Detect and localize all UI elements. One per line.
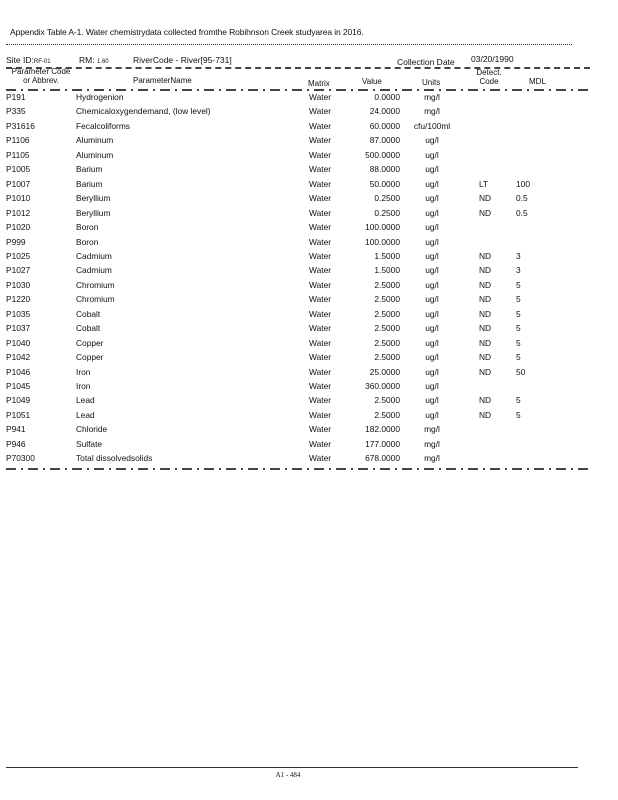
header-bottom-rule [6,89,590,91]
cell-mdl: 5 [516,337,521,348]
cell-units: mg/l [424,453,440,464]
cell-value: 177.0000 [365,438,400,449]
cell-mdl: 0.5 [516,193,528,204]
cell-code: P1027 [6,265,31,276]
cell-code: P1007 [6,178,31,189]
cell-units: ug/l [425,323,439,334]
cell-value: 1.5000 [374,250,400,261]
header-matrix: Matrix [308,79,330,88]
cell-matrix: Water [309,453,332,464]
cell-name: Hydrogenion [76,92,124,102]
cell-value: 25.0000 [369,366,400,377]
cell-name: Iron [76,381,91,391]
cell-units: ug/l [425,381,439,391]
cell-units: ug/l [425,409,439,420]
table-row [0,352,618,367]
cell-detect: ND [479,366,492,377]
cell-code: P1030 [6,279,31,290]
cell-code: P335 [6,106,26,117]
cell-value: 60.0000 [369,120,400,131]
cell-mdl: 5 [516,308,521,319]
cell-detect: ND [479,352,492,363]
cell-matrix: Water [309,366,332,377]
cell-units: ug/l [425,250,439,261]
cell-matrix: Water [309,395,332,406]
rm-value: 1.60 [96,59,109,65]
cell-name: Beryllium [76,193,111,204]
cell-mdl: 0.5 [516,207,528,218]
cell-code: P31616 [6,120,35,131]
cell-matrix: Water [309,294,332,305]
table-row [0,338,618,353]
header-detect-line2: Code [479,77,499,86]
header-mdl: MDL [529,77,546,86]
table-row [0,410,618,425]
cell-mdl: 5 [516,323,521,334]
table-row [0,294,618,309]
cell-name: Barium [76,178,103,189]
cell-value: 24.0000 [369,106,400,117]
cell-units: ug/l [425,265,439,276]
cell-name: Chromium [76,279,115,290]
cell-matrix: Water [309,149,332,160]
cell-units: ug/l [425,178,439,189]
cell-code: P1042 [6,352,31,363]
cell-name: Aluminum [76,135,114,146]
cell-matrix: Water [309,164,332,175]
cell-units: mg/l [424,92,440,102]
cell-name: Chemicaloxygendemand, (low level) [76,106,211,117]
cell-mdl: 5 [516,294,521,305]
cell-name: Barium [76,164,103,175]
cell-name: Boron [76,236,99,247]
cell-value: 100.0000 [365,236,400,247]
cell-units: ug/l [425,294,439,305]
cell-code: P1051 [6,409,31,420]
cell-mdl: 5 [516,395,521,406]
cell-name: Copper [76,337,104,348]
cell-value: 2.5000 [374,294,400,305]
cell-name: Lead [76,409,95,420]
page-number: A1 - 484 [275,771,301,779]
cell-name: Cadmium [76,265,112,276]
cell-name: Beryllium [76,207,111,218]
table-row [0,106,618,121]
cell-matrix: Water [309,207,332,218]
cell-value: 2.5000 [374,279,400,290]
cell-detect: ND [479,395,492,406]
cell-code: P1010 [6,193,31,204]
cell-detect: ND [479,294,492,305]
site-id-label: Site ID: [6,55,34,65]
cell-name: Copper [76,352,104,363]
table-row [0,367,618,382]
cell-code: P1049 [6,395,31,406]
cell-code: P70300 [6,453,35,464]
table-row [0,439,618,454]
table-row [0,179,618,194]
cell-detect: ND [479,250,492,261]
cell-units: ug/l [425,135,439,146]
cell-mdl: 50 [516,366,526,377]
cell-value: 88.0000 [369,164,400,175]
title-divider [6,44,572,45]
cell-matrix: Water [309,323,332,334]
cell-mdl: 5 [516,409,521,420]
cell-value: 678.0000 [365,453,400,464]
cell-matrix: Water [309,381,332,391]
cell-code: P191 [6,92,26,102]
cell-matrix: Water [309,92,332,102]
header-detect-line1: Detect. [476,68,502,77]
table-row [0,453,618,468]
table-row [0,92,618,107]
cell-name: Aluminum [76,149,114,160]
cell-matrix: Water [309,265,332,276]
header-value: Value [362,77,382,86]
cell-code: P1035 [6,308,31,319]
cell-units: ug/l [425,164,439,175]
cell-name: Cobalt [76,323,101,334]
table-row [0,280,618,295]
table-row [0,381,618,396]
cell-matrix: Water [309,250,332,261]
cell-value: 87.0000 [369,135,400,146]
cell-value: 2.5000 [374,308,400,319]
table-row [0,135,618,150]
cell-units: ug/l [425,207,439,218]
cell-name: Sulfate [76,438,103,449]
cell-value: 1.5000 [374,265,400,276]
header-detect-code [472,68,506,86]
cell-name: Fecalcoliforms [76,120,130,131]
cell-value: 2.5000 [374,352,400,363]
cell-units: cfu/100ml [413,120,451,131]
cell-code: P1220 [6,294,31,305]
cell-detect: ND [479,279,492,290]
cell-units: ug/l [425,236,439,247]
table-row [0,323,618,338]
cell-detect: ND [479,308,492,319]
cell-code: P1020 [6,222,31,233]
table-row [0,193,618,208]
cell-code: P1040 [6,337,31,348]
table-row [0,309,618,324]
cell-name: Cadmium [76,250,112,261]
cell-matrix: Water [309,438,332,449]
cell-units: mg/l [424,106,440,117]
cell-name: Iron [76,366,91,377]
cell-code: P946 [6,438,26,449]
cell-units: mg/l [424,438,440,449]
cell-code: P1037 [6,323,31,334]
cell-units: ug/l [425,395,439,406]
header-code-line1: Parameter Code [11,67,71,76]
cell-code: P1025 [6,250,31,261]
table-row [0,164,618,179]
cell-detect: ND [479,409,492,420]
river-code: RiverCode - River[95-731] [133,55,232,65]
site-id [6,55,51,65]
table-row [0,265,618,280]
cell-code: P1005 [6,164,31,175]
cell-code: P1106 [6,135,30,146]
cell-matrix: Water [309,135,332,146]
table-end-rule [6,468,590,470]
footer-rule [6,767,578,768]
cell-value: 0.2500 [374,193,400,204]
cell-value: 100.0000 [365,222,400,233]
cell-units: ug/l [425,222,439,233]
river-mile [79,55,109,65]
cell-mdl: 5 [516,352,521,363]
cell-mdl: 5 [516,279,521,290]
cell-mdl: 3 [516,250,521,261]
table-row [0,424,618,439]
collection-date-value: 03/20/1990 [471,54,514,64]
cell-detect: ND [479,207,492,218]
cell-name: Chloride [76,424,108,435]
cell-value: 50.0000 [369,178,400,189]
cell-matrix: Water [309,308,332,319]
cell-value: 182.0000 [365,424,400,435]
cell-code: P941 [6,424,26,435]
cell-detect: LT [479,178,489,189]
cell-value: 500.0000 [365,149,400,160]
cell-units: ug/l [425,352,439,363]
header-parameter-name: ParameterName [133,76,192,85]
cell-units: ug/l [425,279,439,290]
cell-matrix: Water [309,409,332,420]
cell-name: Total dissolvedsolids [76,453,153,464]
cell-matrix: Water [309,193,332,204]
table-row [0,222,618,237]
header-units: Units [422,78,441,87]
cell-value: 360.0000 [365,381,400,391]
cell-matrix: Water [309,236,332,247]
cell-value: 2.5000 [374,323,400,334]
cell-code: P999 [6,236,26,247]
cell-units: ug/l [425,366,439,377]
cell-matrix: Water [309,424,332,435]
cell-matrix: Water [309,352,332,363]
cell-value: 2.5000 [374,337,400,348]
table-row [0,395,618,410]
cell-units: ug/l [425,193,439,204]
cell-units: mg/l [424,424,440,435]
cell-detect: ND [479,265,492,276]
cell-units: ug/l [425,149,439,160]
cell-value: 2.5000 [374,395,400,406]
rm-label: RM: [79,55,95,65]
site-id-value: RF-01 [33,59,51,65]
cell-name: Lead [76,395,95,406]
cell-units: ug/l [425,337,439,348]
cell-matrix: Water [309,279,332,290]
table-row [0,150,618,165]
cell-matrix: Water [309,222,332,233]
cell-name: Chromium [76,294,115,305]
cell-name: Cobalt [76,308,101,319]
cell-units: ug/l [425,308,439,319]
cell-mdl: 100 [516,178,530,189]
cell-name: Boron [76,222,99,233]
cell-matrix: Water [309,178,332,189]
table-row [0,208,618,223]
cell-detect: ND [479,193,492,204]
collection-date-label: Collection Date [397,57,455,67]
table-title: Appendix Table A-1. Water chemistrydata collected fromthe Robihnson Creek studyarea in 2016. [10,27,364,37]
cell-code: P1045 [6,381,31,391]
cell-value: 0.2500 [374,207,400,218]
cell-code: P1046 [6,366,31,377]
cell-value: 2.5000 [374,409,400,420]
cell-code: P1012 [6,207,31,218]
cell-mdl: 3 [516,265,521,276]
cell-matrix: Water [309,106,332,117]
table-row [0,237,618,252]
table-row [0,251,618,266]
cell-code: P1105 [6,149,30,160]
cell-value: 0.0000 [374,92,400,102]
header-parameter-code [8,67,74,85]
header-code-line2: or Abbrev. [23,76,59,85]
cell-detect: ND [479,323,492,334]
cell-matrix: Water [309,337,332,348]
cell-detect: ND [479,337,492,348]
table-row [0,121,618,136]
cell-matrix: Water [309,120,332,131]
